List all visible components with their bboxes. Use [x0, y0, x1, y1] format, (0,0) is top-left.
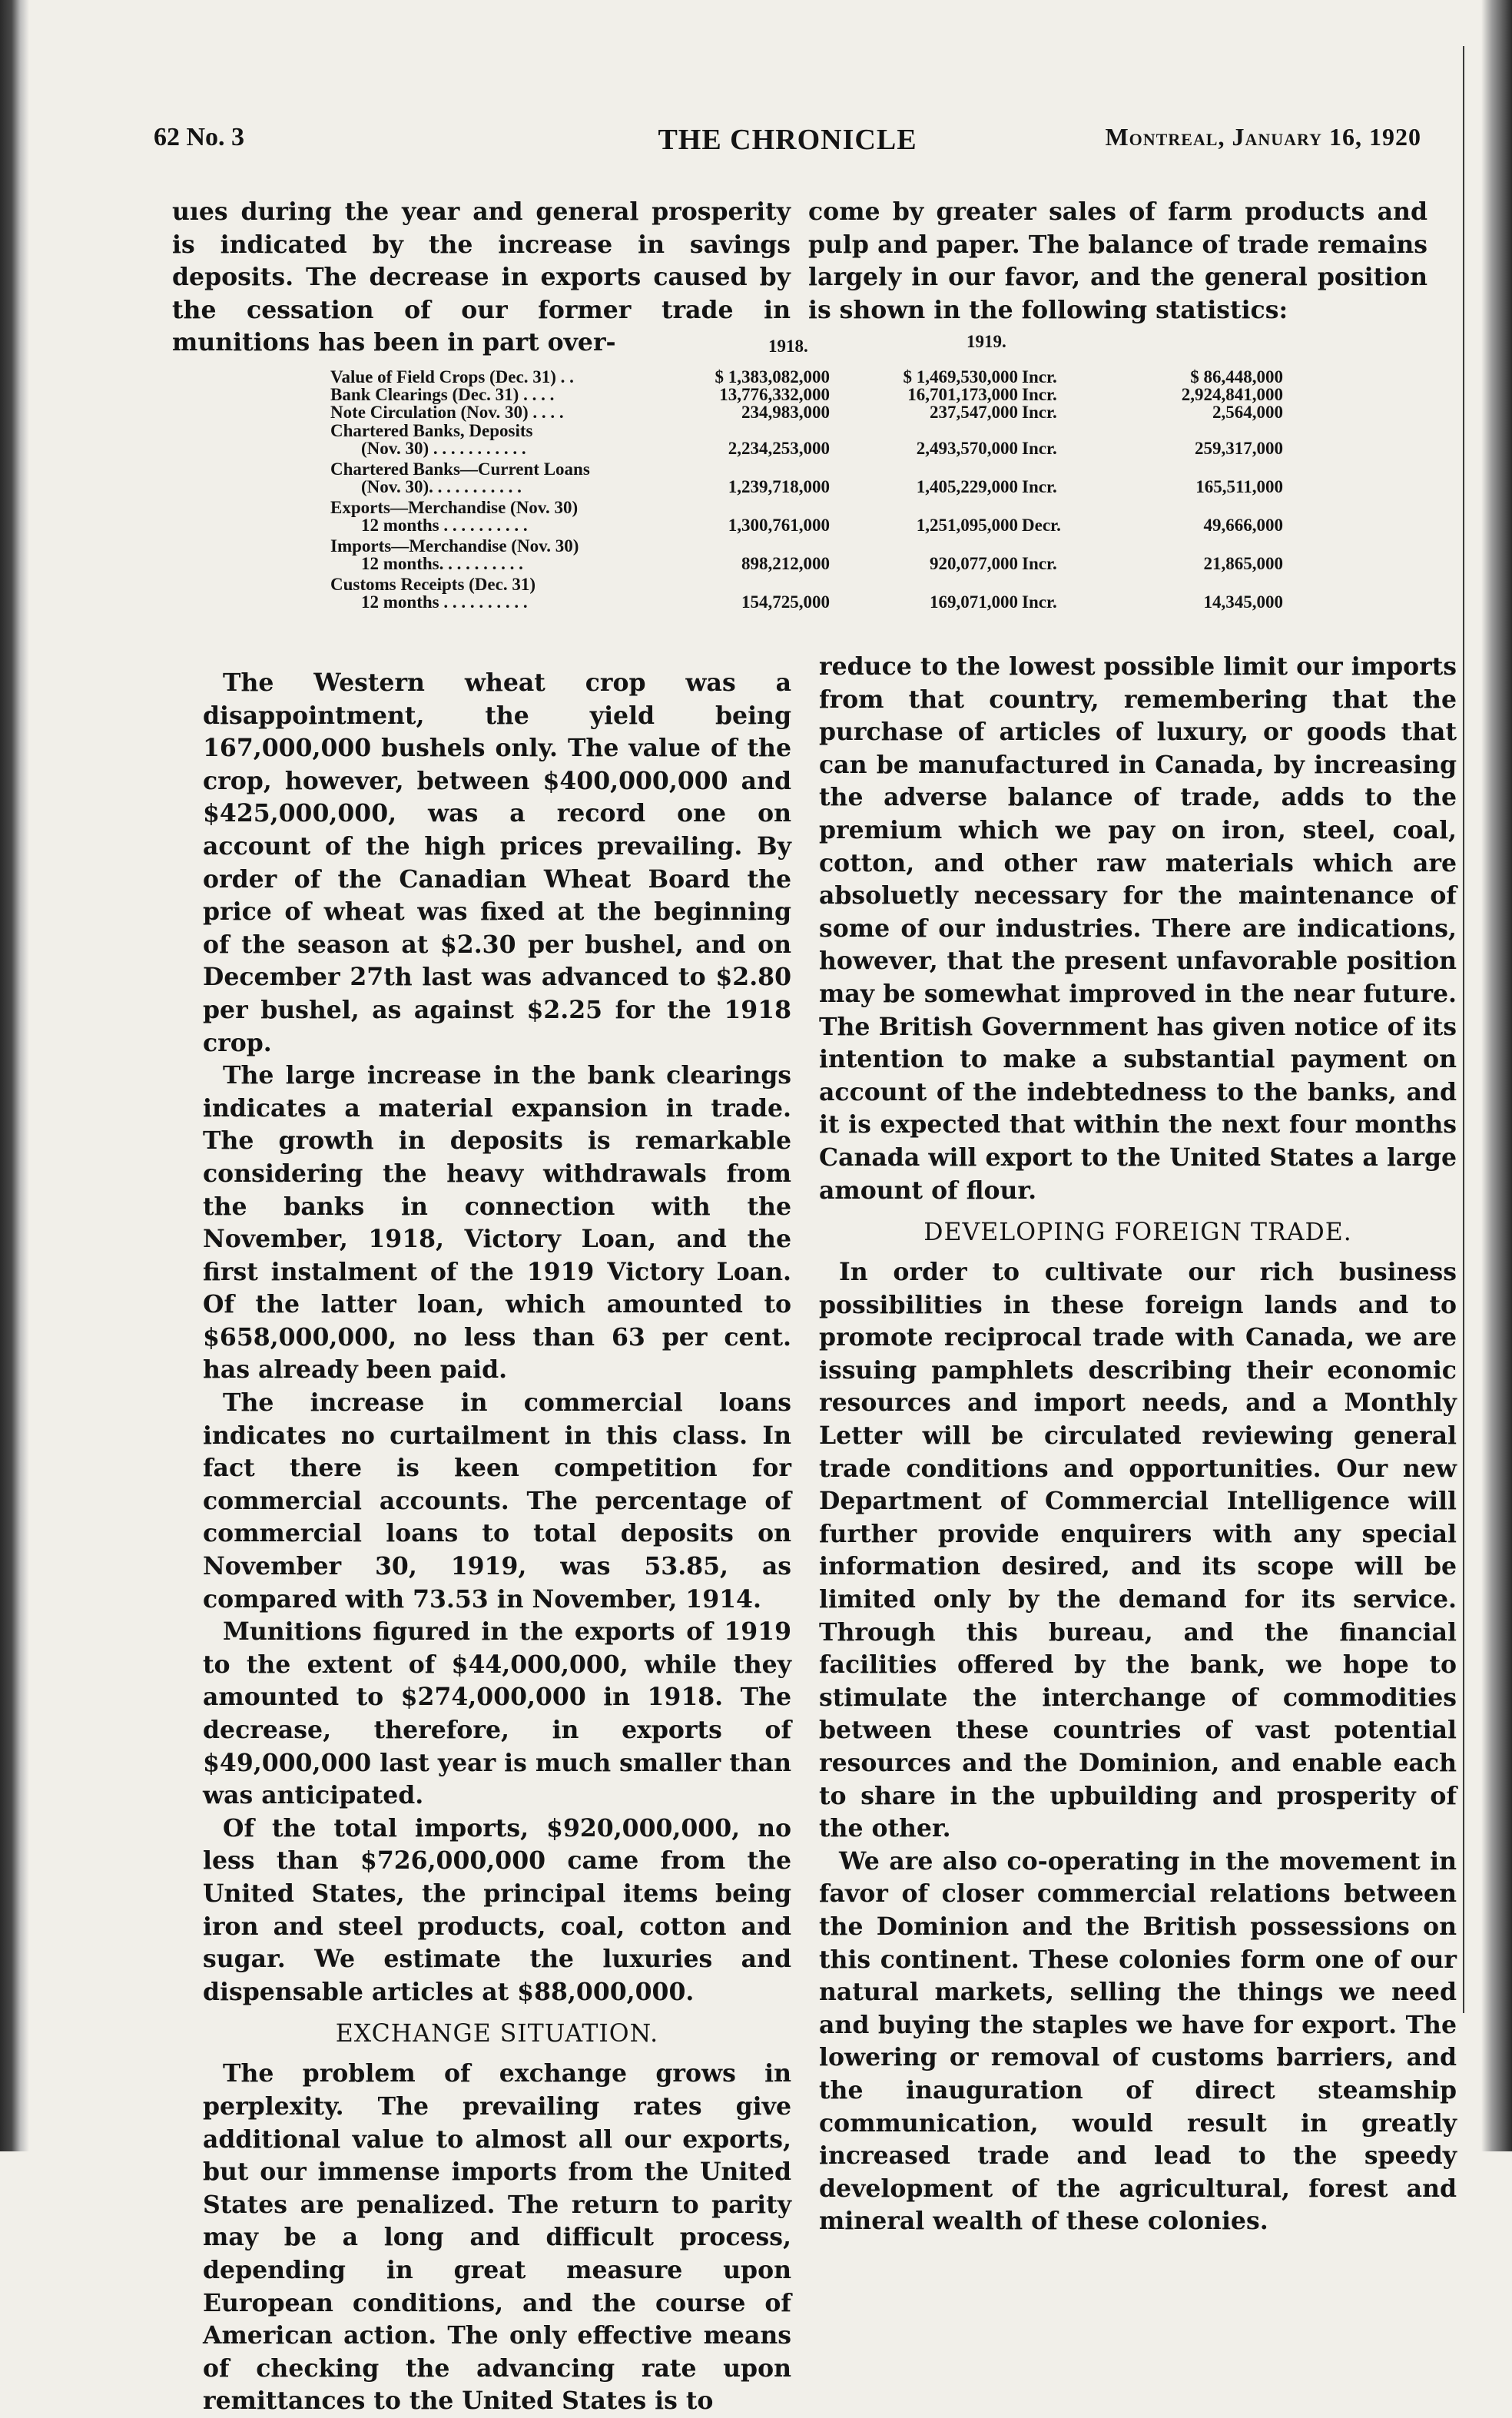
- stats-value-1919: 2,493,570,000: [916, 439, 1018, 458]
- stats-change: Incr.: [1022, 439, 1057, 458]
- stats-label: Chartered Banks—Current Loans: [330, 459, 590, 479]
- stats-value-1918: 1,300,761,000: [728, 516, 830, 535]
- stats-label-cont: (Nov. 30) . . . . . . . . . . .: [361, 439, 526, 458]
- stats-label: Imports—Merchandise (Nov. 30): [330, 536, 579, 556]
- top-right-column: [808, 196, 1427, 327]
- stats-change: Incr.: [1022, 554, 1057, 573]
- paragraph: In order to cultivate our rich business possibilities in these foreign lands and to promote reciprocal trade with Canada, we are issuing pamphlets describing their economic resources and import needs, and a Monthly Letter will be circulated reviewing general trade conditions and opportunities. Our new Department of Commercial Intelligence will further provide enquirers with any special information desired, and its scope will be limited only by the demand for its service. Through this bureau, and the financial facilities offered by the bank, we hope to stimulate the interchange of commodities between these countries of vast potential resources and the Dominion, and enable each to share in the upbuilding and prosperity of the other.: [819, 1258, 1457, 1843]
- stats-label-cont: (Nov. 30). . . . . . . . . . .: [361, 477, 522, 496]
- page-number: 62 No. 3: [154, 123, 245, 151]
- section-heading: EXCHANGE SITUATION.: [335, 2020, 659, 2048]
- paragraph: reduce to the lowest possible limit our imports from that country, remembering that the purchase of articles of luxury, or goods that can be manufactured in Canada, by increasing the adverse balance of trade, adds to the premium which we pay on iron, steel, coal, cotton, and other raw materials which are absoluetly necessary for the maintenance of some of our industries. There are indications, however, that the present unfavorable position may be somewhat improved in the near future. The British Government has given notice of its intention to make a substantial payment on account of the indebtedness to the banks, and it is expected that within the next four months Canada will export to the United States a large amount of flour.: [819, 652, 1457, 1205]
- paragraph: The increase in commercial loans indicates no curtailment in this class. In fact there is keen competition for commercial accounts. The percentage of commercial loans to total deposits on November 30, 1919, was 53.85, as compared with 73.53 in November, 1914.: [203, 1388, 791, 1614]
- publication-title: THE CHRONICLE: [658, 124, 917, 156]
- stats-change: Incr.: [1022, 592, 1057, 612]
- stats-value-1919: 1,251,095,000: [916, 516, 1018, 535]
- stats-difference: 2,924,841,000: [1181, 385, 1283, 404]
- stats-change: Incr.: [1022, 403, 1057, 422]
- stats-label-cont: 12 months . . . . . . . . . .: [361, 592, 528, 612]
- stats-difference: 14,345,000: [1203, 592, 1283, 612]
- paragraph: Of the total imports, $920,000,000, no less than $726,000,000 came from the United States, the principal items being iron and steel products, coal, cotton and sugar. We estimate the luxuries and dispensable articles at $88,000,000.: [203, 1813, 791, 2006]
- top-left-text: uıes during the year and general prosperity is indicated by the increase in savings deposits. The decrease in exports caused by the cessation of our former trade in munitions has been in part over-: [172, 197, 791, 357]
- paragraph: We are also co-operating in the movement in favor of closer commercial relations between the Dominion and the British possessions on this continent. These colonies form one of our natural markets, selling the things we need and buying the staples we have for export. The lowering or removal of customs barriers, and the inauguration of direct steamship communication, would result in greatly increased trade and lead to the speedy development of the agricultural, forest and mineral wealth of these colonies.: [819, 1846, 1457, 2236]
- stats-value-1919: 920,077,000: [930, 554, 1018, 573]
- stats-year-1919: 1919.: [967, 332, 1006, 351]
- left-column: [203, 667, 791, 2418]
- paragraph: The problem of exchange grows in perplexity. The prevailing rates give additional value to almost all our exports, but our immense imports from the United States are penalized. The return to parity may be a long and difficult process, depending in great measure upon European conditions, and the course of American action. The only effective means of checking the advancing rate upon remittances to the United States is to: [203, 2059, 791, 2416]
- scan-edge-right: [1481, 0, 1512, 2151]
- publication-date: Montreal, January 16, 1920: [1105, 123, 1421, 151]
- stats-difference: 165,511,000: [1195, 477, 1283, 496]
- stats-value-1919: 1,405,229,000: [916, 477, 1018, 496]
- paragraph: The Western wheat crop was a disappointment, the yield being 167,000,000 bushels only. The value of the crop, however, between $400,000,000 and $425,000,000, was a record one on account of the high prices prevailing. By order of the Canadian Wheat Board the price of wheat was fixed at the beginning of the season at $2.30 per bushel, and on December 27th last was advanced to $2.80 per bushel, as against $2.25 for the 1918 crop.: [203, 668, 791, 1057]
- top-left-column: [172, 196, 791, 360]
- stats-value-1918: 154,725,000: [741, 592, 830, 612]
- stats-label: Note Circulation (Nov. 30) . . . .: [330, 403, 564, 422]
- stats-value-1919: $ 1,469,530,000: [903, 367, 1018, 386]
- stats-value-1918: 234,983,000: [741, 403, 830, 422]
- stats-label: Chartered Banks, Deposits: [330, 421, 533, 440]
- stats-label: Value of Field Crops (Dec. 31) . .: [330, 367, 574, 386]
- paragraph: The large increase in the bank clearings indicates a material expansion in trade. The growth in deposits is remarkable considering the heavy withdrawals from the banks in connection with the November, 1918, Victory Loan, and the first instalment of the 1919 Victory Loan. Of the latter loan, which amounted to $658,000,000, no less than 63 per cent. has already been paid.: [203, 1061, 791, 1385]
- stats-difference: 259,317,000: [1195, 439, 1283, 458]
- top-right-text: come by greater sales of farm products and pulp and paper. The balance of trade remains largely in our favor, and the general position is shown in the following statistics:: [808, 197, 1427, 324]
- stats-label: Exports—Merchandise (Nov. 30): [330, 498, 579, 517]
- page-edge-rule: [1463, 46, 1464, 2013]
- paragraph: Munitions figured in the exports of 1919 to the extent of $44,000,000, while they amounted to $274,000,000 in 1918. The decrease, therefore, in exports of $49,000,000 last year is much smaller than was anticipated.: [203, 1617, 791, 1810]
- stats-label-cont: 12 months. . . . . . . . . .: [361, 554, 523, 573]
- stats-value-1918: 1,239,718,000: [728, 477, 830, 496]
- stats-label-cont: 12 months . . . . . . . . . .: [361, 516, 528, 535]
- stats-value-1918: 13,776,332,000: [719, 385, 830, 404]
- stats-difference: 21,865,000: [1203, 554, 1283, 573]
- stats-value-1918: $ 1,383,082,000: [715, 367, 830, 386]
- stats-value-1918: 898,212,000: [741, 554, 830, 573]
- stats-value-1919: 237,547,000: [930, 403, 1018, 422]
- page-header: [154, 123, 1421, 169]
- stats-change: Incr.: [1022, 367, 1057, 386]
- stats-label: Bank Clearings (Dec. 31) . . . .: [330, 385, 555, 404]
- stats-value-1918: 2,234,253,000: [728, 439, 830, 458]
- stats-year-1918: 1918.: [768, 337, 808, 356]
- right-column: [819, 651, 1457, 2238]
- scan-edge-left: [0, 0, 29, 2151]
- stats-change: Decr.: [1022, 516, 1061, 535]
- stats-label: Customs Receipts (Dec. 31): [330, 575, 536, 594]
- stats-change: Incr.: [1022, 477, 1057, 496]
- stats-difference: 49,666,000: [1203, 516, 1283, 535]
- section-heading: DEVELOPING FOREIGN TRADE.: [923, 1219, 1352, 1247]
- stats-difference: $ 86,448,000: [1190, 367, 1283, 386]
- stats-change: Incr.: [1022, 385, 1057, 404]
- stats-difference: 2,564,000: [1212, 403, 1283, 422]
- stats-value-1919: 16,701,173,000: [907, 385, 1018, 404]
- stats-value-1919: 169,071,000: [930, 592, 1018, 612]
